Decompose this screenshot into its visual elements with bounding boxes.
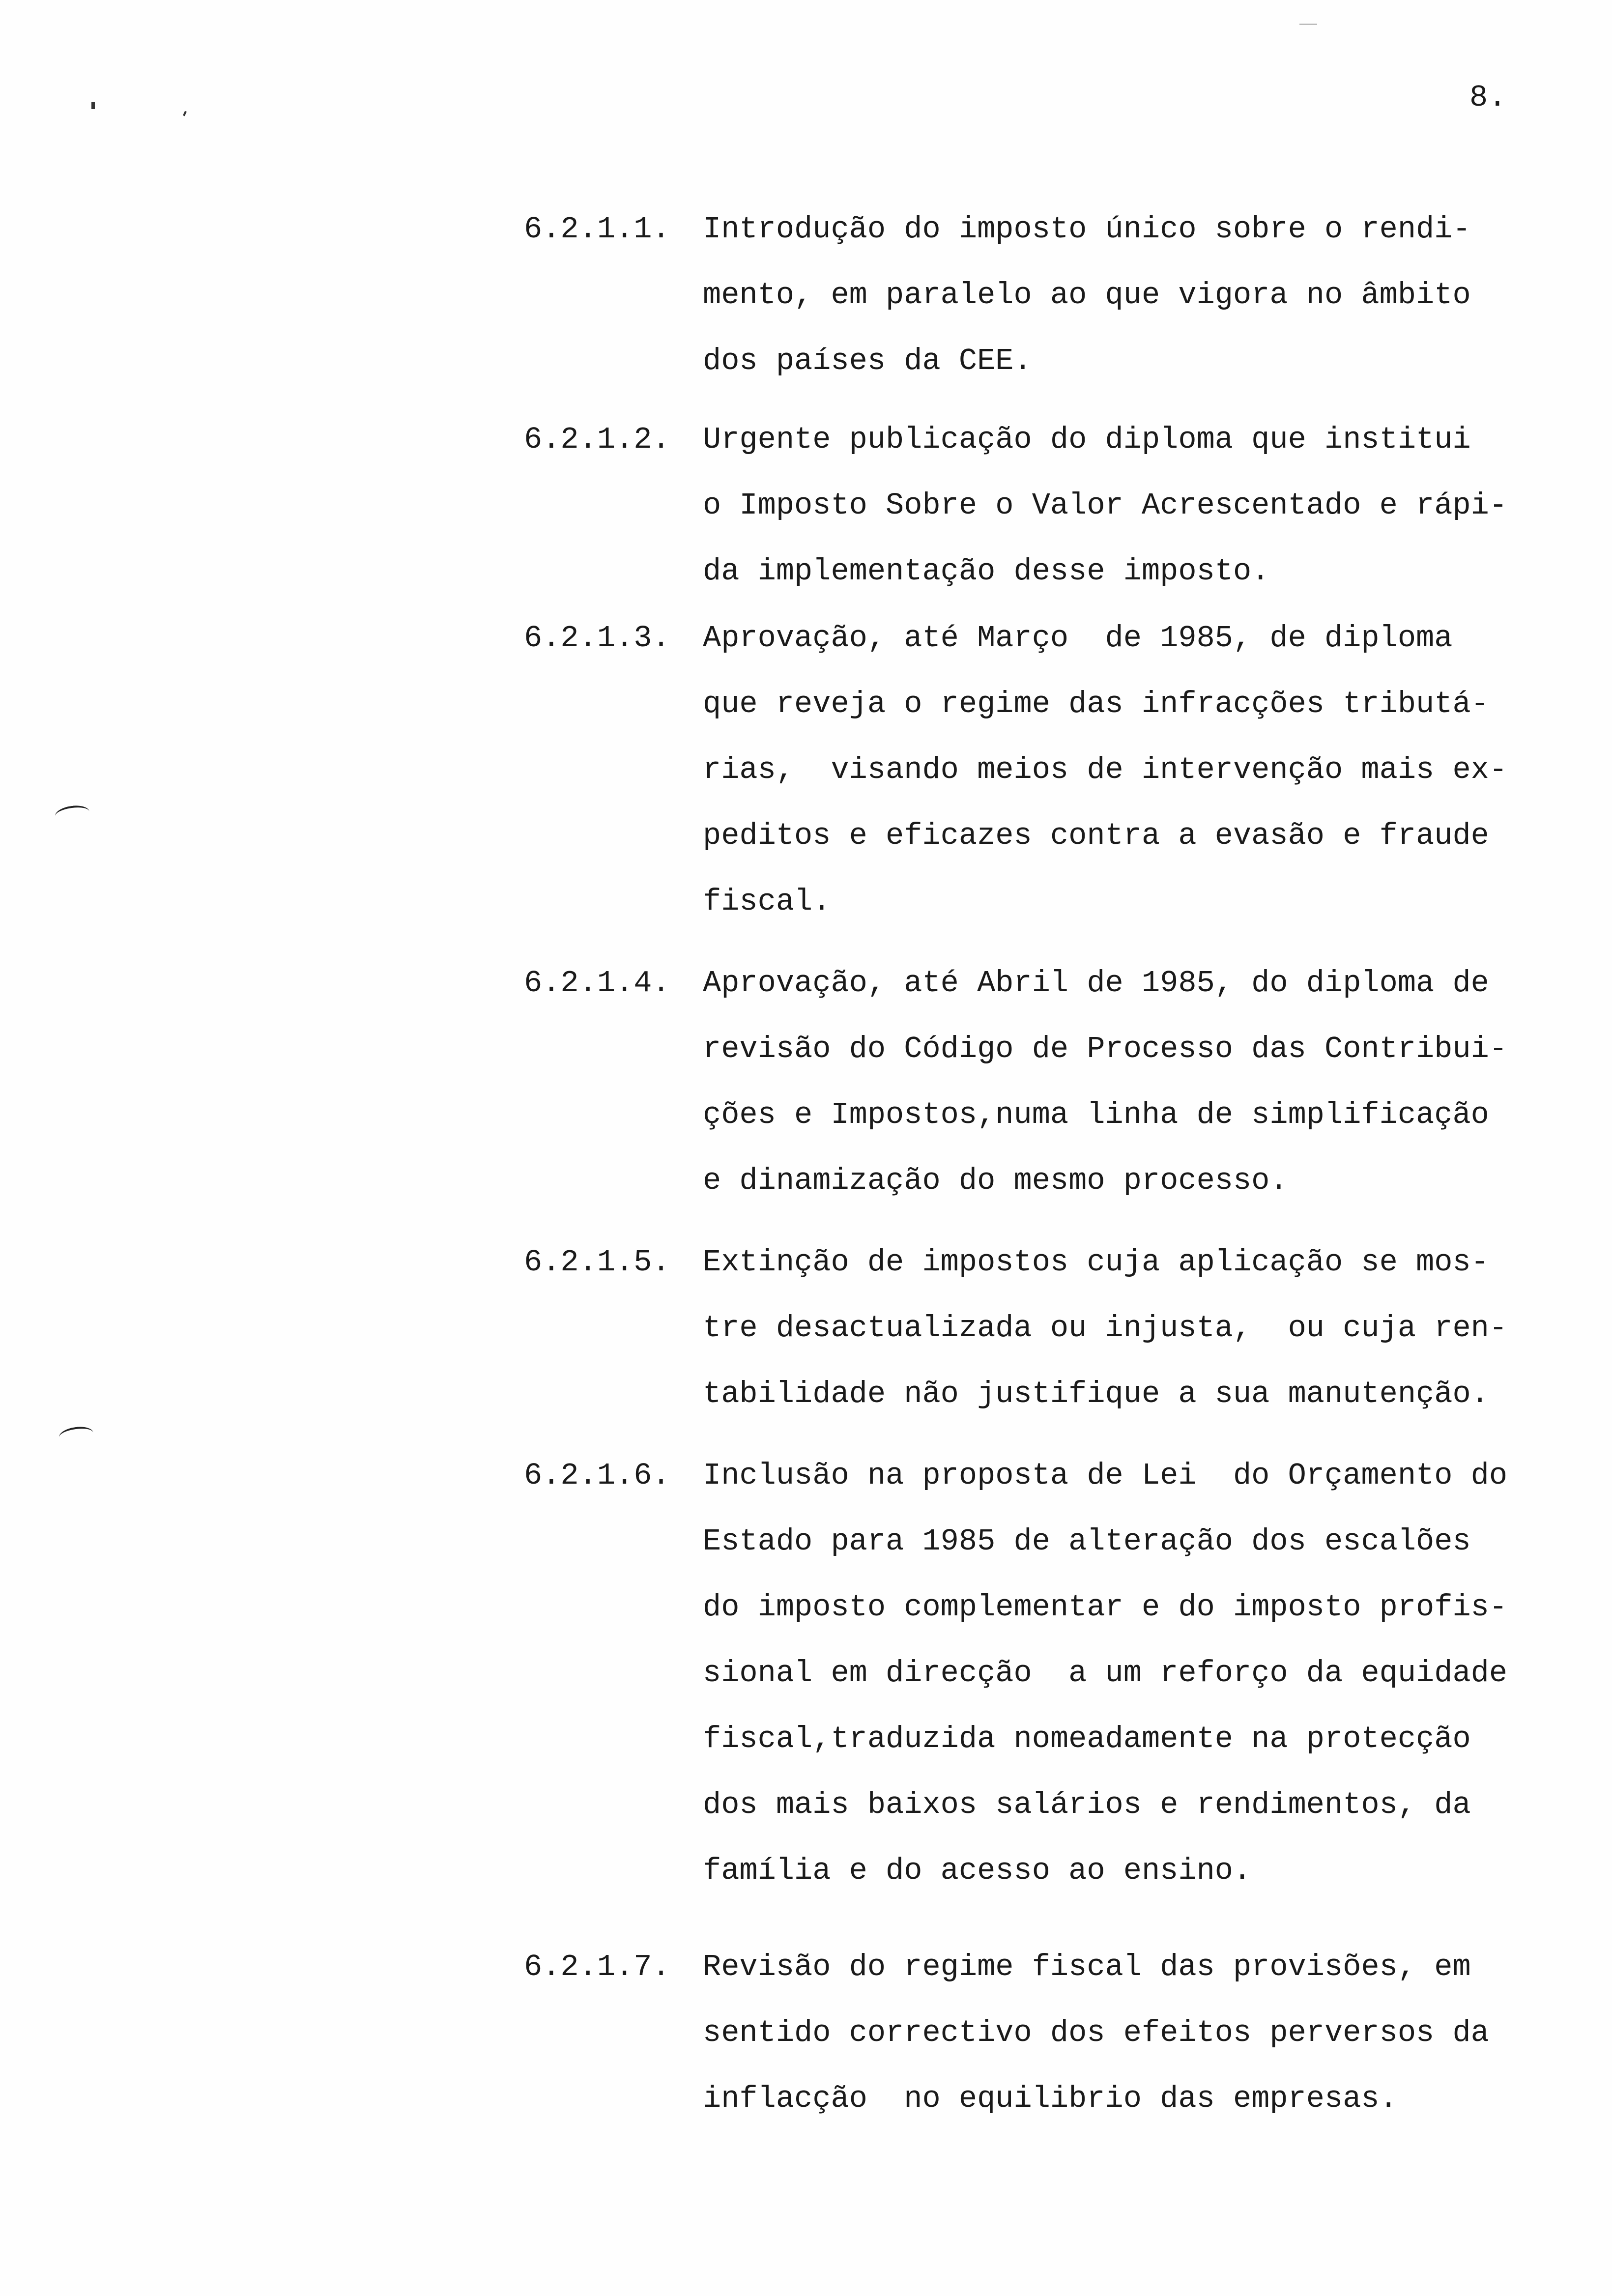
scan-mark <box>91 102 95 109</box>
item-number: 6.2.1.5. <box>524 1245 670 1280</box>
text-line: Revisão do regime fiscal das provisões, em <box>703 1950 1471 1984</box>
item-number: 6.2.1.4. <box>524 966 670 1001</box>
item-text <box>703 605 1612 935</box>
punch-hole-mark <box>58 1425 94 1445</box>
text-line: tre desactualizada ou injusta, ou cuja ren- <box>703 1311 1508 1346</box>
text-line: Inclusão na proposta de Lei do Orçamento do <box>703 1458 1508 1493</box>
text-line: do imposto complementar e do imposto profis- <box>703 1590 1508 1625</box>
text-line: da implementação desse imposto. <box>703 554 1270 589</box>
text-line: Introdução do imposto único sobre o rendi- <box>703 212 1471 247</box>
text-line: Aprovação, até Abril de 1985, do diploma de <box>703 966 1489 1001</box>
item-text <box>703 1443 1612 1904</box>
item-text <box>703 1934 1612 2132</box>
scan-mark <box>183 111 187 116</box>
text-line: Extinção de impostos cuja aplicação se mos- <box>703 1245 1489 1280</box>
punch-hole-mark <box>54 804 90 824</box>
text-line: tabilidade não justifique a sua manutenção. <box>703 1377 1489 1411</box>
item-number: 6.2.1.2. <box>524 422 670 457</box>
text-line: dos países da CEE. <box>703 344 1032 378</box>
text-line: peditos e eficazes contra a evasão e fraude <box>703 818 1489 853</box>
scan-mark <box>1299 24 1317 25</box>
text-line: revisão do Código de Processo das Contribui- <box>703 1032 1508 1066</box>
item-number: 6.2.1.3. <box>524 621 670 656</box>
text-line: Aprovação, até Março de 1985, de diploma <box>703 621 1453 656</box>
item-text <box>703 1230 1612 1427</box>
item-text <box>703 950 1612 1214</box>
item-number: 6.2.1.7. <box>524 1950 670 1984</box>
text-line: rias, visando meios de intervenção mais ex- <box>703 752 1508 787</box>
text-line: o Imposto Sobre o Valor Acrescentado e rápi- <box>703 488 1508 523</box>
text-line: sentido correctivo dos efeitos perversos da <box>703 2015 1489 2050</box>
item-number: 6.2.1.6. <box>524 1458 670 1493</box>
text-line: fiscal,traduzida nomeadamente na protecção <box>703 1722 1471 1756</box>
item-text <box>703 197 1612 394</box>
text-line: ções e Impostos,numa linha de simplificação <box>703 1097 1489 1132</box>
page-number: 8. <box>1469 80 1507 115</box>
text-line: mento, em paralelo ao que vigora no âmbito <box>703 278 1471 313</box>
text-line: e dinamização do mesmo processo. <box>703 1163 1288 1198</box>
text-line: dos mais baixos salários e rendimentos, da <box>703 1787 1471 1822</box>
text-line: inflacção no equilibrio das empresas. <box>703 2081 1398 2116</box>
item-number: 6.2.1.1. <box>524 212 670 247</box>
text-line: Estado para 1985 de alteração dos escalões <box>703 1524 1471 1559</box>
text-line: fiscal. <box>703 884 831 919</box>
text-line: que reveja o regime das infracções tributá- <box>703 687 1489 721</box>
text-line: Urgente publicação do diploma que institui <box>703 422 1471 457</box>
text-line: família e do acesso ao ensino. <box>703 1853 1252 1888</box>
item-text <box>703 407 1612 604</box>
text-line: sional em direcção a um reforço da equidade <box>703 1656 1508 1691</box>
